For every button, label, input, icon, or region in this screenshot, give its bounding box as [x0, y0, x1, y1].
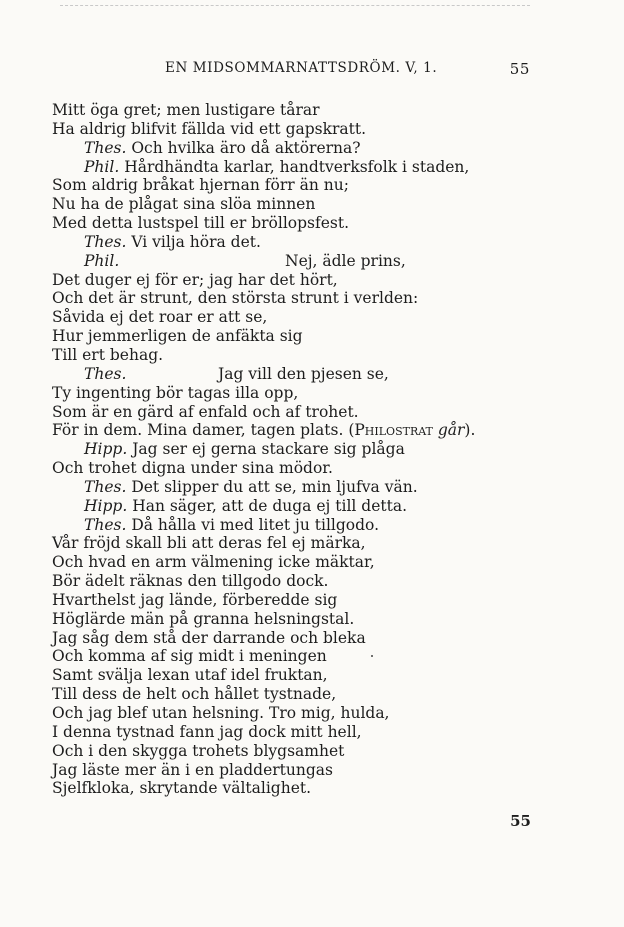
verse-line: I denna tystnad fann jag dock mitt hell, — [52, 722, 362, 741]
verse-line: Mitt öga gret; men lustigare tårar — [52, 101, 320, 119]
speech-line: Phil. Hårdhändta karlar, handtverksfolk i staden, — [84, 157, 470, 176]
verse-text — [52, 101, 532, 798]
verse-line: Och jag blef utan helsning. Tro mig, hulda, — [52, 704, 390, 722]
verse-line: Jag såg dem stå der darrande och bleka — [52, 628, 366, 647]
speech-line: Hipp. Jag ser ej gerna stackare sig plåga — [84, 440, 405, 459]
speech-line: Hipp. Han säger, att de duga ej till detta. — [84, 496, 408, 515]
verse-line: Som är en gärd af enfald och af trohet. — [52, 402, 359, 421]
speech-line: Thes. Och hvilka äro då aktörerna? — [84, 138, 361, 157]
speaker-name: Thes. — [84, 477, 127, 496]
print-speck — [371, 655, 373, 657]
verse-line: Med detta lustspel till er bröllopsfest. — [52, 214, 350, 233]
speaker-name: Thes. — [84, 364, 127, 383]
verse-line: För in dem. Mina damer, tagen plats. (Philostrat går). — [52, 421, 476, 440]
verse-line: Jag läste mer än i en pladdertungas — [52, 760, 333, 779]
verse-line: Nu ha de plågat sina slöa minnen — [52, 195, 316, 214]
speaker-name: Phil. — [84, 251, 120, 270]
verse-line: Och det är strunt, den största strunt i verlden: — [52, 289, 419, 308]
speech-line: Thes. Jag vill den pjesen se, — [84, 364, 389, 383]
verse-line: Hvarthelst jag lände, förberedde sig — [52, 590, 338, 609]
stage-direction: (Philostrat går). — [348, 421, 476, 440]
speaker-name: Thes. — [84, 232, 127, 251]
verse-line: Ha aldrig blifvit fällda vid ett gapskratt. — [52, 119, 367, 138]
verse-line: Ty ingenting bör tagas illa opp, — [52, 383, 299, 402]
speech-line: Thes. Vi vilja höra det. — [84, 232, 261, 251]
speaker-name: Thes. — [84, 138, 127, 157]
speech-line: Phil. Nej, ädle prins, — [84, 251, 406, 270]
speaker-name: Hipp. — [84, 440, 128, 459]
verse-line: Samt svälja lexan utaf idel fruktan, — [52, 666, 328, 685]
scan-edge — [60, 5, 530, 6]
page-number-top: 55 — [509, 60, 530, 78]
speech-line: Thes. Då hålla vi med litet ju tillgodo. — [84, 515, 380, 534]
stage-character: Philostrat — [354, 421, 433, 440]
page-number-bottom: 55 — [510, 812, 531, 830]
verse-line: Vår fröjd skall bli att deras fel ej märka, — [52, 534, 366, 553]
verse-line: Såvida ej det roar er att se, — [52, 308, 268, 327]
running-title: EN MIDSOMMARNATTSDRÖM. V, 1. — [165, 60, 438, 76]
verse-line: Hur jemmerligen de anfäkta sig — [52, 327, 303, 346]
verse-line: Höglärde män på granna helsningstal. — [52, 609, 355, 628]
speaker-name: Hipp. — [84, 496, 128, 515]
verse-line: Till dess de helt och hållet tystnade, — [52, 685, 337, 704]
speaker-name: Phil. — [84, 157, 120, 176]
verse-line: Till ert behag. — [52, 345, 164, 364]
verse-line: Som aldrig bråkat hjernan förr än nu; — [52, 176, 349, 195]
verse-line: Och hvad en arm välmening icke mäktar, — [52, 553, 375, 572]
speech-line: Thes. Det slipper du att se, min ljufva vän. — [84, 477, 418, 496]
verse-line: Och trohet digna under sina mödor. — [52, 459, 333, 478]
speaker-name: Thes. — [84, 515, 127, 534]
verse-line: Och komma af sig midt i meningen — [52, 647, 327, 666]
verse-line: Och i den skygga trohets blygsamhet — [52, 741, 345, 760]
verse-line: Det duger ej för er; jag har det hört, — [52, 270, 338, 289]
verse-line: Sjelfkloka, skrytande vältalighet. — [52, 779, 312, 798]
verse-line: Bör ädelt räknas den tillgodo dock. — [52, 572, 329, 591]
